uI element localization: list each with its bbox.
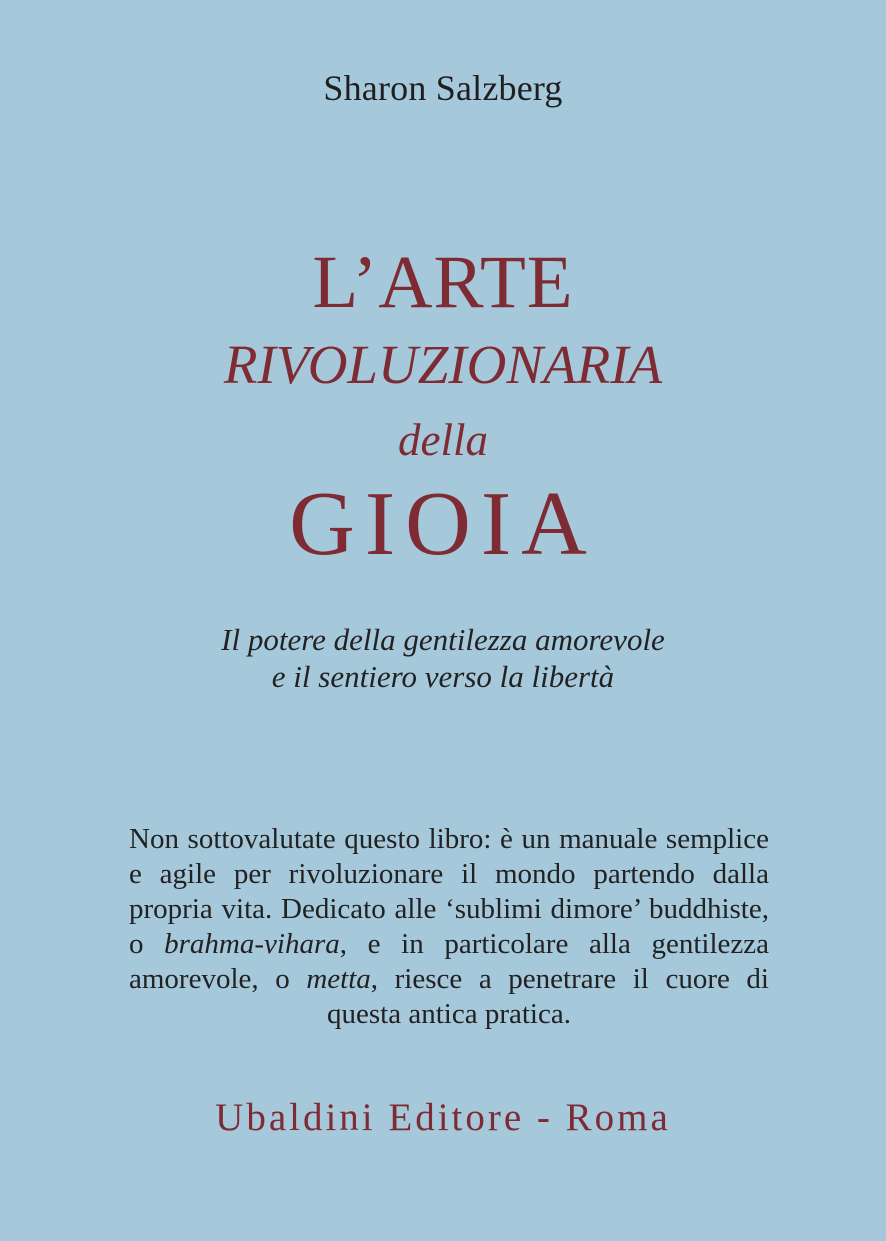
title-line-3: della [398,415,488,465]
blurb-term-metta: metta [306,963,371,995]
title-line-1: L’ARTE [312,241,574,324]
blurb-term-brahma-vihara: brahma-vihara [164,928,340,960]
publisher: Ubaldini Editore - Roma [215,1096,671,1139]
title-line-2: RIVOLUZIONARIA [223,334,663,395]
blurb-part-3: , riesce a penetrare il cuore di questa antica pratica. [327,963,769,1030]
blurb-part-1: Non sottovalutate questo libro: è un manuale semplice e agile per rivoluzionare il mondo partendo dalla propria vita. Dedicato alle ‘sublimi dimore’ buddhiste, o [129,823,769,960]
blurb-part-2: , e in particolare alla gentilezza amorevole, o [129,928,769,995]
title-line-4: GIOIA [289,473,597,574]
subtitle-line-1: Il potere della gentilezza amorevole [221,622,665,657]
subtitle-line-2: e il sentiero verso la libertà [271,659,615,694]
author-name: Sharon Salzberg [323,68,563,108]
blurb-text [129,822,769,1032]
